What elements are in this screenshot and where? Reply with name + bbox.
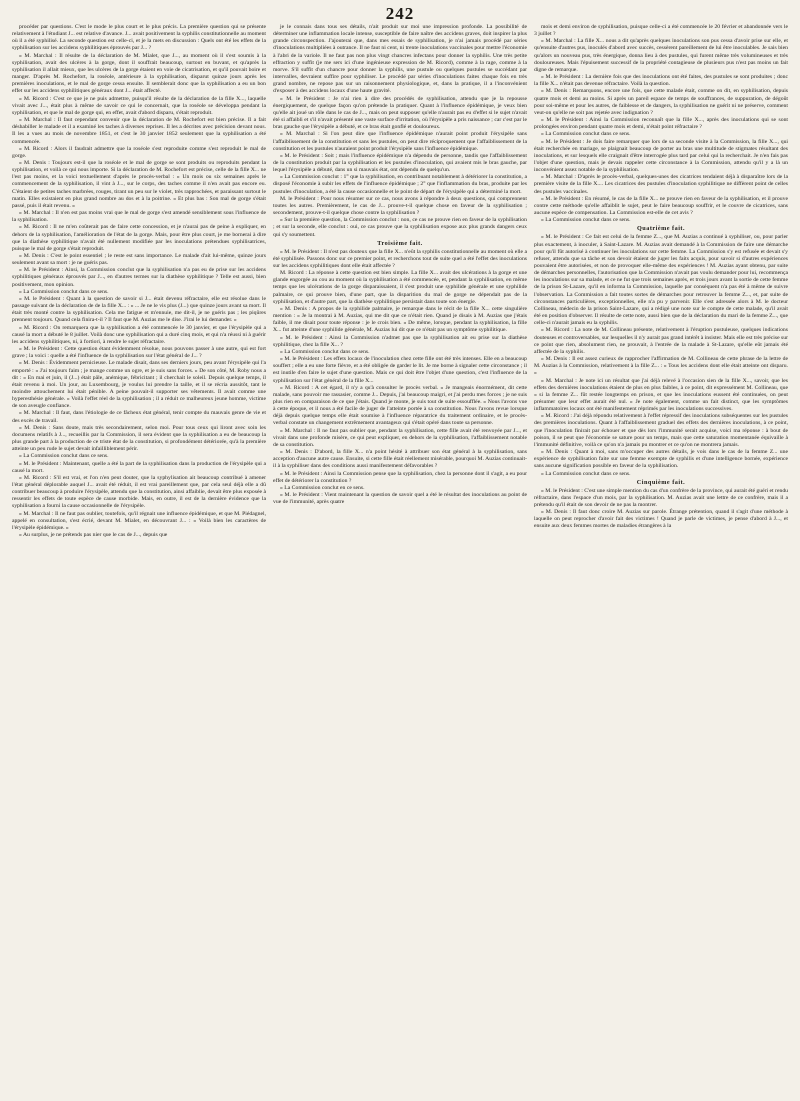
paragraph: » M. le Président : C'est une simple mention du cas d'un confrère de la province, qui aurait été guéri et rendu réfractaire, dans l'espace d'un mois, par la syphilisation. M. Auzias avait une lettre de ce confrère, mais il a prétendu qu'il était de son devoir de ne pas la montrer. — [534, 487, 788, 508]
section-heading: Troisième fait. — [377, 239, 423, 247]
paragraph: » M. le Président : Ce fait est celui de la femme Z..., que M. Auzias a continué à syphiliser, ou, pour parler plus exactement, à inoculer, à Saint-Lazare. M. Auzias avait demandé à la Commission de faire une démarche pour qu'il fût autorisé à continuer les inoculations sur cette femme. La Commission s'y est refusée et devait s'y refuser, attendu que sa tâche et son devoir étaient de juger les faits acquis, pour savoir si d'autres expériences pouvaient être autorisées, et non de provoquer elle-même des expériences ! M. Auzias ayant obtenu, par suite de démarches personnelles, l'autorisation que la Commission n'avait pas voulu demander pour lui, recommença les inoculations sur sa malade, et ce ne fut que trois semaines après, et trois jours avant la sortie de cette femme de la prison St-Lazare, qu'il en informa la Commission, laquelle par conséquent n'a pas été à même de suivre l'observation. La Commission a fait toutes sortes de démarches pour retrouver la femme Z..., et, par suite de circonstances particulières, exceptionnelles, elle n'a pu y parvenir. Elle s'est adressée alors à M. le docteur Collineau, médecin de la prison Saint-Lazare, qui a rédigé une note sur le compte de cette malade, qu'il avait été en position d'observer. Il résulte de cette note, aussi bien que de la déclaration du mari de la femme Z..., que celle-ci n'aurait jamais eu la syphilis. — [534, 234, 788, 327]
paragraph: » M. Marchal : Je note ici un résultat que j'ai déjà relevé à l'occasion sien de la fille X..., savoir, que les effets des dernières inoculations étaient de plus en plus faibles, à ce point, dit expressément M. Collineau, que « si la femme Z... fût restée longtemps en prison, et que les inoculations eussent été continuées, on peut présumer que leur effet aurait été nul. » Je note également, comme un fait distinct, que les symptômes inflammatoires locaux ont été manifestement réprimés par les inoculations successives. — [534, 377, 788, 413]
paragraph: » M. le Président : Ainsi la Commission pense que la syphilisation, chez la personne dont il s'agit, a eu pour effet de détériorer la constitution ? — [273, 470, 527, 484]
paragraph: » M. Denis : Remarquons, encore une fois, que cette malade était, comme on dit, en syphilisation, depuis quatre mois et demi au moins. Si après un pareil espace de temps de souffrances, de suppuration, de dégoût pour soi-même et pour les autres, de faiblesse et de dangers, la syphilisation ne guérit ni ne préserve, comment veut-on qu'elle ne soit pas rejetée avec indignation ? — [534, 88, 788, 116]
paragraph: » M. le Président : Quant à la question de savoir si J... était devenu réfractaire, elle est résolue dans le passage suivant de la déclaration de de la fille X... : « ... Je ne le vis plus (J...) que quinze jours avant sa mort. Il était très monté contre la syphilisation. Cela me fatigue et m'ennuie, me dit-il, je ne guéris pas ; les piqûres prennent toujours. Quand cela finira-t-il ? Il faut que M. Auzias me le dise. J'irai le lui demander. » — [12, 295, 266, 324]
paragraph: » M. Ricord : Alors il faudrait admettre que la roséole s'est reproduite comme s'est reproduit le mal de gorge. — [12, 145, 266, 159]
paragraph: » La Commission conclut dans ce sens. — [541, 131, 631, 138]
paragraph: » La Commission conclut dans ce sens. — [541, 217, 631, 224]
paragraph: » M. le Président : Les effets locaux de l'inoculation chez cette fille ont été très intenses. Elle en a beaucoup souffert ; elle a eu une forte fièvre, et a été obligée de garder le lit. Je me borne à signaler cette circonstance ; il est inutile d'en faire le sujet d'une question. Mais ce qui doit être l'objet d'une question, c'est l'influence de la syphilisation sur l'état général de la fille X... — [273, 356, 527, 384]
paragraph: » M. Ricord : A cet égard, il n'y a qu'à consulter le procès verbal. « Je mangeais énormément, dit cette malade, sans pouvoir me rassasier, comme J... Depuis, j'ai beaucoup maigri, et j'ai perdu mes forces ; je ne suis plus rien en comparaison de ce que j'étais. Quand je monte, je suis tout de suite essoufflée. » Nous l'avons vue à cette époque, et il nous a été facile de juger de l'atteinte portée à sa constitution. Nous l'avons revue lorsque déjà depuis quelque temps elle était soumise à l'influence réparatrice du traitement ordinaire, et le procès-verbal constate un changement extrêmement avantageux qui s'était opéré dans toute sa personne. — [273, 384, 527, 427]
paragraph: » La Commission conclut dans ce sens. — [19, 288, 109, 295]
text-columns — [12, 24, 788, 1096]
paragraph: » M. le Président : Cette question étant évidemment résolue, nous pouvons passer à une autre, qui est fort grave ; la voici : quelle a été l'influence de la syphilisation sur l'état général de J... ? — [12, 346, 266, 360]
paragraph: » M. Marchal : Il résulte de la déclaration de M. Mialet, que J..., au moment où il s'est soumis à la syphilisation, avait des ulcères à la gorge, dont il souffrait beaucoup, surtout en buvant, et qu'après la syphilisation il allait mieux, que les ulcères de la gorge étaient en voie de cicatrisation, et qu'il pouvait boire et manger. D'après M. Rochefort, la roséole, antérieure à la syphilisation, disparut quinze jours après les premières inoculations, et le mal de gorge cessa ensuite. Il semblerait donc que la syphilisation a eu un bon effet sur les accidens syphilitiques généraux dont J... était affecté. — [12, 52, 266, 95]
paragraph: » M. Marchal : Il n'en est pas moins vrai que le mal de gorge s'est amendé sensiblement sous l'influence de la syphilisation. — [12, 210, 266, 224]
paragraph: je le connais dans tous ses détails, n'ait produit sur moi une impression profonde. La possibilité de déterminer une inflammation locale intense, susceptible de faire naître des accidens graves, doit inspirer la plus grande circonspection. J'ajouterai que, dans mes essais de syphilisation, je n'ai jamais procédé par séries d'inoculations multipliées à outrance. Il ne faut ni cent, ni trente inoculations vaccinales pour mettre l'économie à l'abri de la variole. Il ne faut pas non plus vingt chancres infectans pour donner la syphilis. Une très petite effraction y suffit (je me sers ici d'une ingénieuse expression de M. Ricord), comme à la rage, comme à la morve. S'il suffit d'un chancre pour donner la syphilis, une pustule ou quelques pustules se succédant par intervalles, devraient suffire pour syphiliser. Le procédé par séries d'inoculations faites chaque fois en très grand nombre, ne repose pas sur un raisonnement physiologique, et, dans la pratique, il a l'inconvénient d'exposer à des accidens locaux d'une haute gravité. — [273, 24, 527, 95]
paragraph: » M. Denis : Sans doute, mais très secondairement, selon moi. Pour tous ceux qui liront avec soin les documens relatifs à J..., recueillis par la Commission, il sera évident que la syphilisation a eu de beaucoup la plus grande part à la production de ce triste état de la constitution, si profondément détériorée, qu'à la première atteinte un peu rude le sujet devait infailliblement périr. — [12, 424, 266, 453]
paragraph: » Au surplus, je ne prétends pas nier que le cas de J..., depuis que — [19, 532, 168, 539]
paragraph: » M. Denis : A propos de la syphilide palmaire, je remarque dans le récit de la fille X... cette singulière mention : « Je la montrai à M. Auzias, qui me dit que ce n'était rien. Quand je disais à M. Auzias que j'étais faible, il me disait pour toute réponse : je le crois bien. » De même, lorsque, pendant la syphilisation, la fille X... fut atteinte d'une syphilide générale, M. Auzias lui dit que ce n'était pas un symptôme syphilitique. — [273, 305, 527, 334]
paragraph: » La Commission conclut : 1° que la syphilisation, en contribuant notablement à détériorer la constitution, a disposé l'économie à subir les effets de l'influence épidémique ; 2° que l'inflammation du bras, produite par les pustules d'inoculation, a été la cause occasionnelle et le point de départ de l'érysipèle qui a déterminé la mort. — [273, 174, 527, 195]
paragraph: » M. le Président : Soit ; mais l'influence épidémique n'a dépendu de personne, tandis que l'affaiblissement de la constitution produit par la syphilisation et les pustules d'inoculation, qui avaient mis le bras gauche, par lequel l'érysipèle a débuté, dans un si mauvais état, ont dépendu de quelqu'un. — [273, 152, 527, 174]
paragraph: » M. Marchal : D'après le procès-verbal, quelques-unes des cicatrices tendaient déjà à disparaître lors de la première visite de la fille X.... Les cicatrices des pustules d'inoculation syphilitique ne diffèrent point de celles des pustules vaccinales. — [534, 174, 788, 195]
paragraph: » M. Denis : Il est assez curieux de rapprocher l'affirmation de M. Collineau de cette phrase de la lettre de M. Auzias à la Commission, relativement à la fille Z... : « Tous les accidens dont elle était atteinte ont disparu. » — [534, 356, 788, 377]
paragraph: » La Commission conclut dans ce sens. — [19, 453, 109, 460]
paragraph: » M. le Président : Ainsi, la Commission conclut que la syphilisation n'a pas eu de prise sur les accidens syphilitiques généraux éprouvés par J..., en d'autres termes sur la diathèse syphilitique ? Telle est aussi, bien positivement, mon opinion. — [12, 267, 266, 288]
paragraph: » M. Denis : Quant à moi, sans m'occuper des autres détails, je vois dans le cas de la femme Z... une expérience de syphilisation faite sur une femme exempte de syphilis et d'une intelligence bornée, expérience sans aucune signification possible en faveur de la syphilisation. — [534, 449, 788, 470]
paragraph: » M. Marchal : Il ne faut pas oublier que, pendant la syphilisation, cette fille avait été renvoyée par J..., et vivait dans une profonde misère, ce qui peut expliquer, en dehors de la syphilisation, l'affaiblissement notable de sa constitution. — [273, 427, 527, 448]
paragraph: » M. Denis : Il faut donc croire M. Auzias sur parole. Étrange prétention, quand il s'agit d'une méthode à laquelle on peut reprocher d'avoir fait des victimes ! Quand je parle de victimes, je pense d'abord à J..., et ensuite aux deux femmes mortes de maladies étrangères à la — [534, 509, 788, 530]
paragraph: » M. Marchal : Si l'on peut dire que l'influence épidémique n'aurait point produit l'érysipèle sans l'affaiblissement de la constitution et sans les pustules, on peut dire réciproquement que l'affaiblissement de la constitution et les pustules n'auraient point produit l'érysipèle sans l'influence épidémique. — [273, 131, 527, 152]
page-number: 242 — [385, 4, 415, 23]
paragraph: mois et demi environ de syphilisation, puisque celle-ci a été commencée le 20 février et abandonnée vers le 3 juillet ? — [534, 24, 788, 38]
paragraph: » M. le Président : Il n'est pas douteux que la fille X... n'eût la syphilis constitutionnelle au moment où elle a été syphilisée. Passons donc sur ce premier point, et recherchons tout de suite quel a été l'effet des inoculations sur les accidens syphilitiques dont elle était affectée ? — [273, 248, 527, 269]
paragraph: » M. le Président : Je dois faire remarquer que lors de sa seconde visite à la Commission, la fille X..., qui était recherchée en mariage, se plaignait beaucoup de porter au bras une multitude de stigmates résultant des inoculations, et sur lesquels elle craignait d'être interrogée plus tard par celui qui la recherchait. Je n'en fais pas l'objet d'une question, mais je devais rappeler cette circonstance à la Commission, attendu qu'il y a là un inconvénient assez notable de la syphilisation. — [534, 138, 788, 174]
paragraph: » Sur la première question, la Commission conclut : non, ce cas ne prouve rien en faveur de la syphilisation ; et sur la seconde, elle conclut : oui, ce cas prouve que la syphilisation expose aux plus grands dangers ceux qui s'y soumettent. — [273, 217, 527, 238]
paragraph: M. Ricord : La réponse à cette question est bien simple. La fille X... avait des ulcérations à la gorge et une glande engorgée au cou au moment où la syphilisation a été commencée, et, pendant la syphilisation, en même temps que les ulcérations de la gorge disparaissaient, il s'est produit une syphilide générale et une syphilide palmaire, ce qui prouve bien, d'une part, que la disparition du mal de gorge ne dépendait pas de la syphilisation, et d'autre part, que la diathèse syphilitique persistait dans toute son énergie. — [273, 270, 527, 305]
paragraph: » La Commission conclut dans ce sens. — [541, 470, 631, 477]
paragraph: » M. le Président : Vient maintenant la question de savoir quel a été le résultat des inoculations au point de vue de l'immunité, après quatre — [273, 492, 527, 506]
paragraph: » M. le Président : En résumé, le cas de la fille X... ne prouve rien en faveur de la syphilisation, et il prouve contre cette méthode qu'elle affaiblit le sujet, peut le faire beaucoup souffrir, et le couvre de cicatrices, sans aucune espèce de compensation. La Commission est-elle de cet avis ? — [534, 195, 788, 217]
paragraph: » M. Ricord : C'est ce que je ne puis admettre, puisqu'il résulte de la déclaration de la fille X..., laquelle vivait avec J..., était plus à même de savoir ce qui le concernait, que la roséole se développa pendant la syphilisation, et que le mal de gorge qui, en effet, avait d'abord disparu, s'était reproduit. — [12, 95, 266, 116]
column-middle — [273, 24, 527, 1096]
paragraph: » M. Marchal : Il faut cependant convenir que la déclaration de M. Rochefort est bien précise. Il a fait déshabiller le malade et il a examiné les taches à diverses reprises. Il les a décrites avec précision devant nous. Il les a vues au mois de novembre 1851, et c'est le 30 janvier 1852 seulement que la syphilisation a été commencée. — [12, 117, 266, 145]
paragraph: » M. le Président : Je n'ai rien à dire des procédés de syphilisation, attendu que je la repousse énergiquement, de quelque façon qu'on prétende la pratiquer. Quant à l'influence épidémique, je veux bien qu'elle ait joué un rôle dans le cas de J..., mais on peut supposer qu'elle n'aurait pas eu d'effet si le sujet n'avait été si affaibli et s'il n'avait présenté une vaste surface d'irritation, où l'érysipèle a pris naissance ; car c'est par le bras gauche que l'érysipèle a débuté, et ce bras était gonflé et douloureux. — [273, 95, 527, 131]
paragraph: » M. Marchal : Il faut, dans l'étiologie de ce fâcheux état général, tenir compte du mauvais genre de vie et des excès de travail. — [12, 410, 266, 424]
section-heading: Quatrième fait. — [636, 225, 686, 233]
paragraph: » M. Denis : Toujours est-il que la roséole et le mal de gorge se sont produits ou reproduits pendant la syphilisation, et voilà ce qui nous importe. Si la déclaration de M. Rochefort est précise, celle de la fille X... ne l'est pas moins, et la voici textuellement d'après le procès-verbal : « Un mois ou six semaines après le commencement de la syphilisation, il vint à J..., sur le corps, des taches comme il n'en avait pas encore eu. C'étaient de petites taches marbrées, rouges, tirant un peu sur le violet, très rapprochées, et paraissant surtout le matin. Elles existaient en plus grand nombre au dos et à la poitrine. » Et plus bas : Son mal de gorge s'était passé, puis il était revenu. » — [12, 159, 266, 209]
section-heading: Cinquième fait. — [636, 478, 686, 486]
paragraph: » M. Ricord : Il ne m'en coûterait pas de faire cette concession, et je n'aurai pas de peine à expliquer, en dehors de la syphilisation, l'amélioration de l'état de la gorge. Mais, pour être plus court, je me bornerai à dire que la diathèse syphilitique n'avait été nullement modifiée par les inoculations prétendues syphilisatrices, puisque le mal de gorge s'était reproduit. — [12, 224, 266, 252]
paragraph: » M. Ricord : On remarquera que la syphilisation a été commencée le 30 janvier, et que l'érysipèle qui a causé la mort a débuté le 8 juillet. Voilà donc une syphilisation qui a duré cinq mois, et qui n'a réussi ni à guérir les accidens syphilitiques, ni, à fortiori, à rendre le sujet réfractaire. — [12, 324, 266, 345]
paragraph: » M. Ricord : J'ai déjà répondu relativement à l'effet répressif des inoculations subséquentes sur les pustules des premières inoculations. Quant à l'affaiblissement graduel des effets des dernières inoculations, à ce point, que l'inoculation finirait par échouer et que dès lors l'immunité serait acquise, voici ma réponse : à bout de poison, il se peut que l'économie se sature pour un temps, mais que cette saturation momentanée équivaille à l'immunité définitive, voilà ce qu'on n'a jamais pu montrer et ce qu'on ne montrera jamais. — [534, 413, 788, 448]
paragraph: » M. Denis : Évidemment pernicieuse. Le malade disait, dans ses derniers jours, peu avant l'érysipèle qui l'a emporté : « J'ai toujours faim ; je mange comme un ogre, et je suis sans forces. » De son côté, M. Roby nous a dit : « En mai et juin, il (J...) était pâle, anémique, fébricitant ; il cherchait le soleil. Depuis quelque temps, il était revenu à moi. Un jour, au Luxembourg, je voulus lui prendre la taille, et il se récria aussitôt, tant le moindre attouchement lui était pénible. A peine pouvait-il supporter ses vêtements. Il avait comme une hyperesthésie générale. » Voilà l'effet réel de la syphilisation ; il a réduit ce malheureux jeune homme, victime de son aveugle confiance. — [12, 360, 266, 410]
paragraph: » M. Denis : D'abord, la fille X... n'a point hésité à attribuer son état général à la syphilisation, sans acception d'aucune autre cause. Ensuite, si cette fille était réellement misérable, pourquoi M. Auzias continuait-il à la syphiliser dans des conditions aussi manifestement défavorables ? — [273, 449, 527, 470]
paragraph: » M. Ricord : S'il est vrai, et l'on n'en peut douter, que la syphylisation ait beaucoup contribué à amener l'état général déplorable auquel J... avait été réduit, il est vrai pareillement que, par cela seul déjà elle a dû contribuer beaucoup à produire l'érysipèle, attendu que la constitution, ainsi affaiblie, devait être plus exposée à ressentir les effets de toute espèce de cause morbide. Mais, en outre, il est de la dernière évidence que la syphilisation a fourni la cause occasionnelle de l'érysipèle. — [12, 474, 266, 510]
paragraph: » M. le Président : Ainsi la Commission n'admet pas que la syphilisation ait eu prise sur la diathèse syphilitique, chez la fille X... ? — [273, 334, 527, 348]
column-right — [534, 24, 788, 1096]
column-left — [12, 24, 266, 1096]
paragraph: » M. le Président : La dernière fois que des inoculations ont été faites, des pustules se sont produites ; donc la fille X... n'était pas devenue réfractaire. Voilà la question. — [534, 74, 788, 88]
paragraph: » La Commission conclut en ce sens. — [280, 484, 365, 491]
paragraph: » M. Denis : C'est le point essentiel ; le reste est sans importance. Le malade d'ait lui-même, quinze jours seulement avant sa mort : je ne guéris pas. — [12, 253, 266, 267]
paragraph: » La Commission conclut dans ce sens. — [280, 348, 370, 355]
paragraph: procéder par questions. C'est le mode le plus court et le plus précis. La première question qui se présente relativement à l'étudiant J... est relative d'avance. J... avait positivement la syphilis constitutionnelle au moment où il a été syphilisé. La seconde question est celle-ci, et je la mets en discussion : Quels ont été les effets de la syphilisation sur les accidens syphilitiques éprouvés par J... ? — [12, 24, 266, 52]
paragraph: » M. Marchal : La fille X... nous a dit qu'après quelques inoculations son pus cessa d'avoir prise sur elle, et qu'ensuite d'autres pus, inoculés d'abord avec succès, cessèrent pareillement de lui être inoculables. Je sais bien qu'alors un nouveau pus, très énergique, donna lieu à des pustules, qui furent même très volumineuses et très douloureuses. Mais l'épuisement successif de la propriété contagieuse de plusieurs pus n'est pas moins un fait digne de remarque. — [534, 38, 788, 73]
paragraph: M. le Président : Pour nous résumer sur ce cas, nous avons à répondre à deux questions, qui comprennent toutes les autres. Premièrement, le cas de J... prouve-t-il quelque chose en faveur de la syphilisation ; secondement, prouve-t-il quelque chose contre la syphilisation ? — [273, 195, 527, 217]
paragraph: » M. le Président : Ainsi la Commission reconnaît que la fille X..., après des inoculations qui se sont prolongées environ pendant quatre mois et demi, n'était point réfractaire ? — [534, 117, 788, 131]
paragraph: » M. Marchal : Il ne faut pas oublier, toutefois, qu'il régnait une influence épidémique, et que M. Piédagnel, appelé en consultation, s'est écrié, devant M. Mialet, en découvrant J... : « Voilà bien les caractères de l'érysipèle épidémique. » — [12, 510, 266, 531]
paragraph: » M. Ricord : La note de M. Collineau présente, relativement à l'éruption pustuleuse, quelques indications douteuses et controversables, sur lesquelles il n'y aurait pas grand intérêt à insister. Mais elle est très précise sur ce point que rien, absolument rien, ne prouvait, à l'entrée de la malade à St-Lazare, qu'elle eût jamais été affectée de la syphilis. — [534, 327, 788, 355]
paragraph: » M. le Président : Maintenant, quelle a été la part de la syphilisation dans la production de l'érysipèle qui a causé la mort. — [12, 460, 266, 474]
